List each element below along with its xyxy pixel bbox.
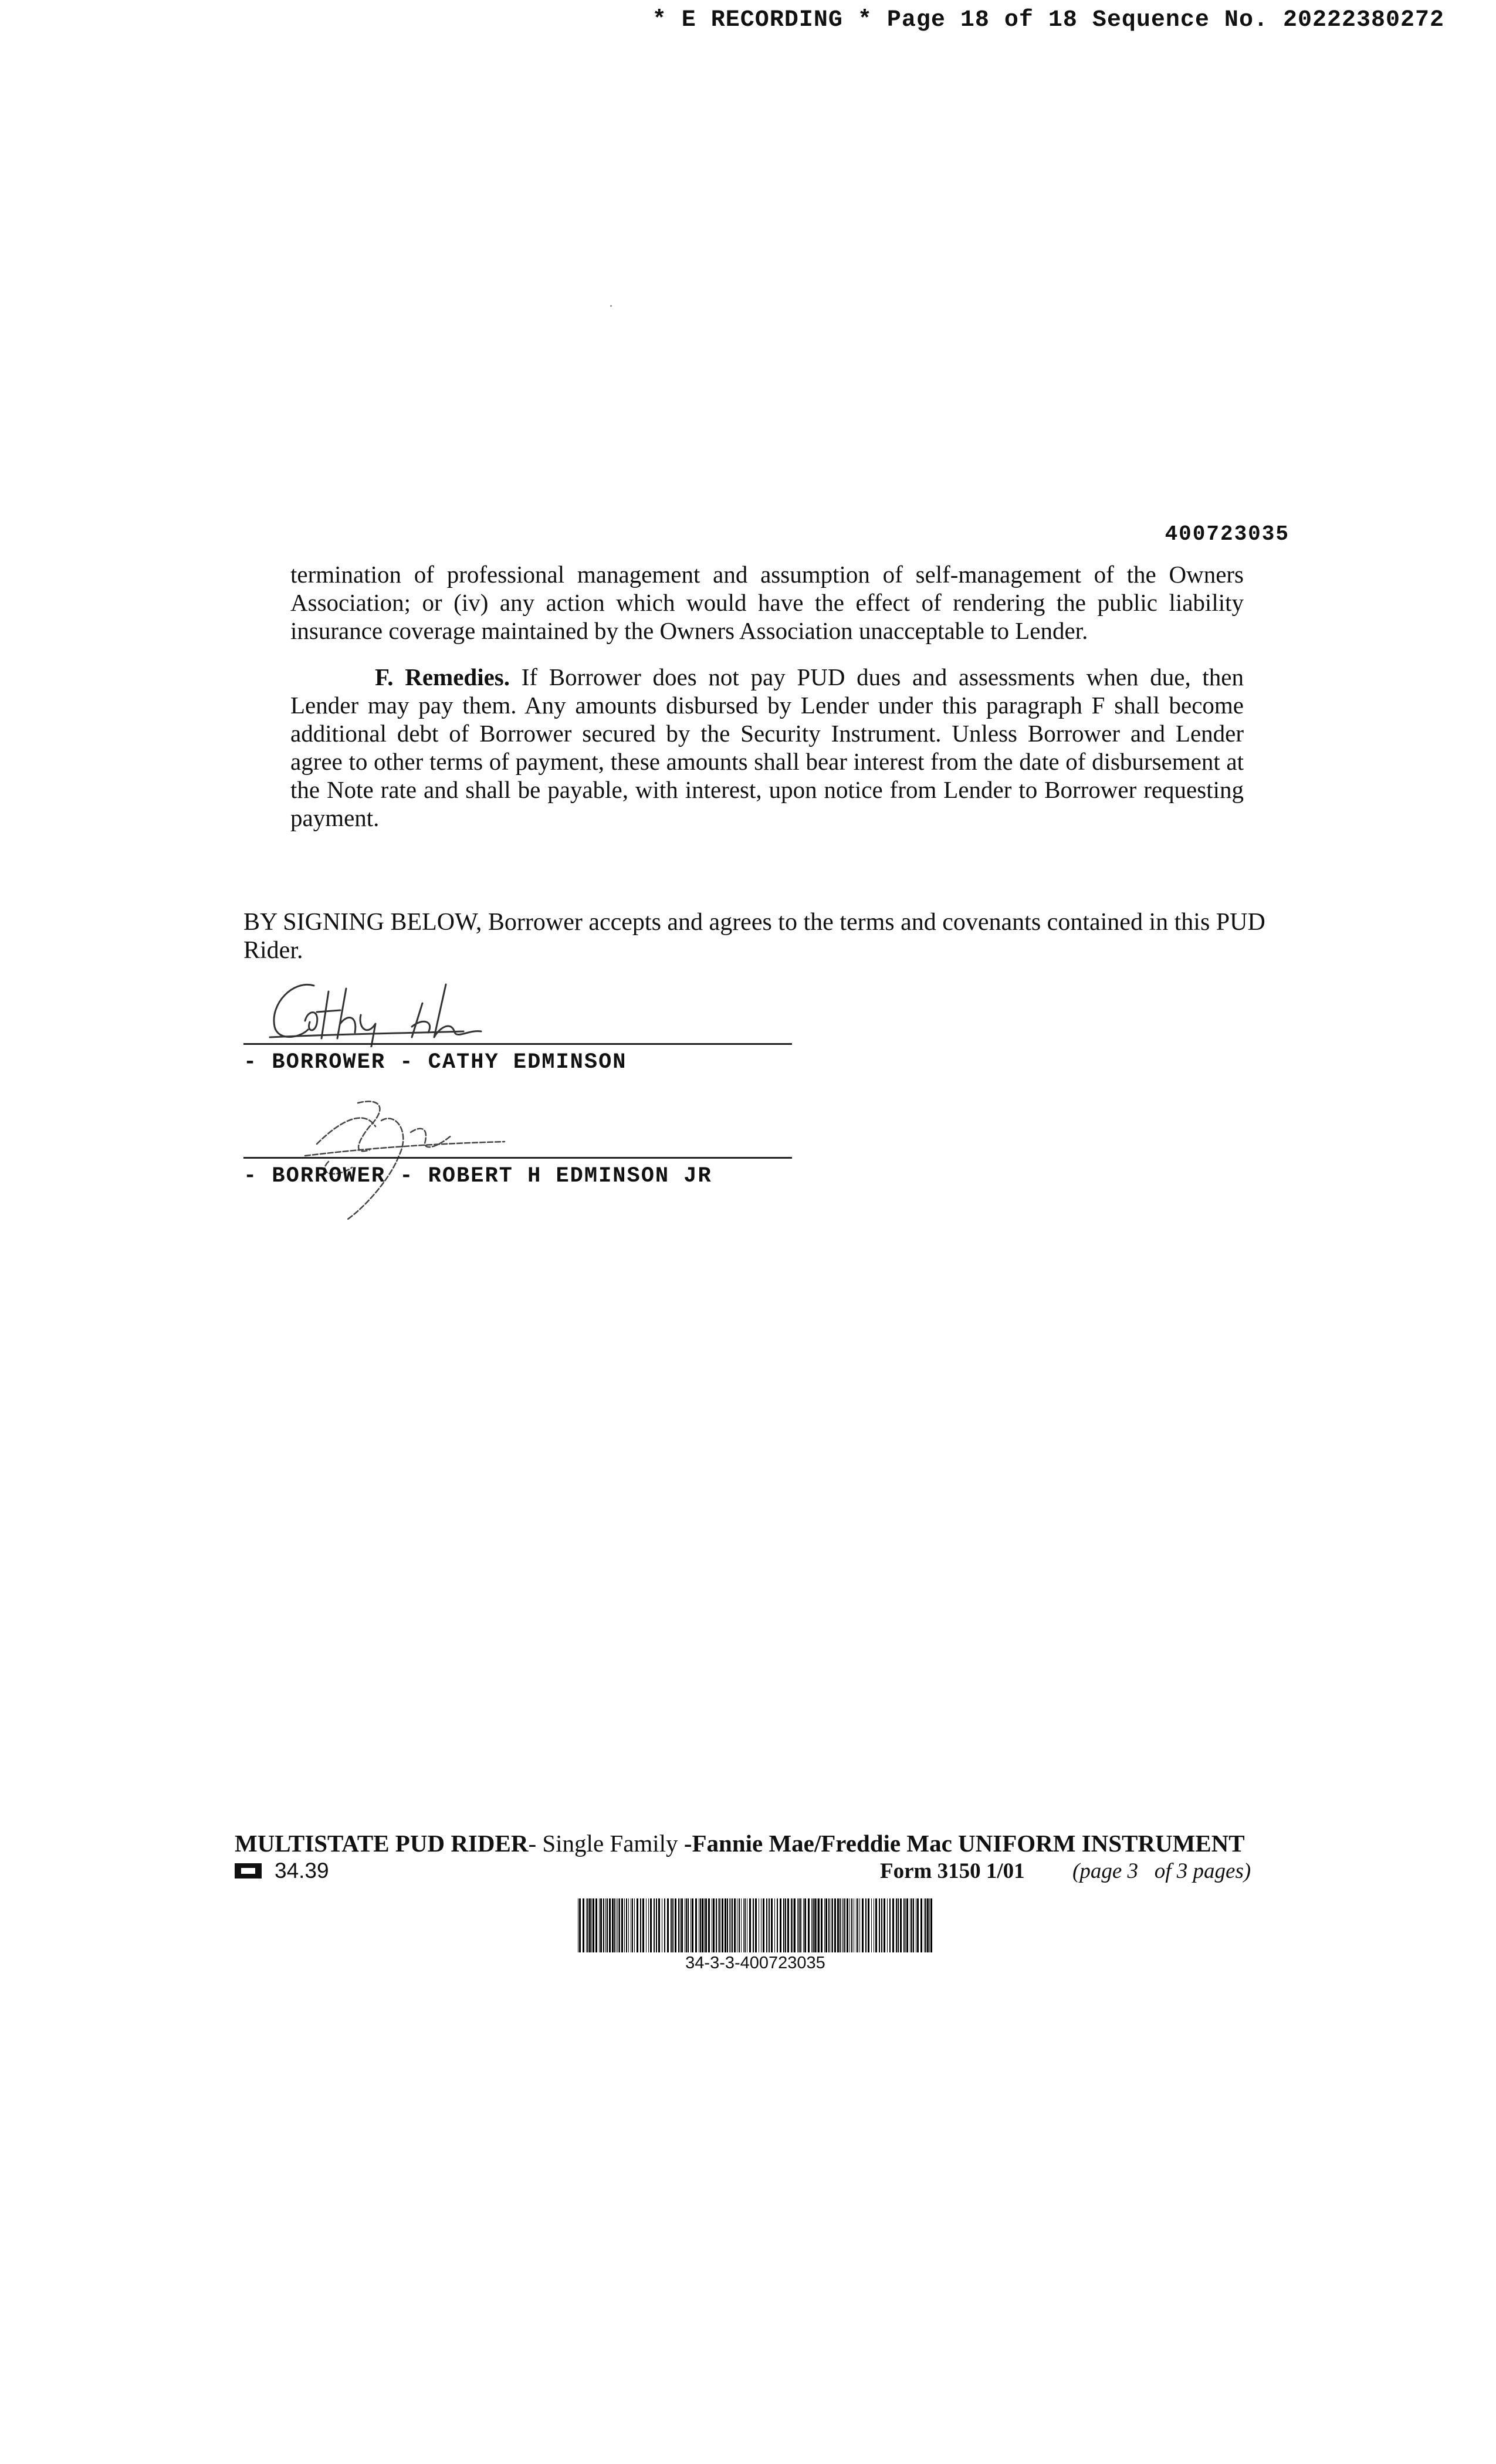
barcode-bar [626, 1898, 627, 1952]
barcode-bar [579, 1898, 581, 1952]
barcode-bar [771, 1898, 773, 1952]
barcode-bar [818, 1898, 820, 1952]
barcode-bar [871, 1898, 872, 1952]
barcode-bar [619, 1898, 620, 1952]
barcode-bar [692, 1898, 693, 1952]
form-title-part-1: MULTISTATE PUD RIDER [235, 1830, 529, 1857]
barcode-bar [739, 1898, 740, 1952]
barcode-bar [898, 1898, 899, 1952]
barcode-bar [734, 1898, 736, 1952]
barcode-bar [865, 1898, 867, 1952]
barcode-bar [811, 1898, 812, 1952]
barcode-bar [834, 1898, 836, 1952]
barcode-bar [884, 1898, 885, 1952]
barcode-bar [612, 1898, 614, 1952]
form-title [235, 1829, 1245, 1857]
paragraph-f-remedies [290, 663, 1244, 832]
barcode-bar [648, 1898, 649, 1952]
barcode-bar [857, 1898, 858, 1952]
barcode-bar [621, 1898, 623, 1952]
barcode-bar [785, 1898, 786, 1952]
barcode-bar [650, 1898, 652, 1952]
barcode-bar [593, 1898, 594, 1952]
barcode-bar [704, 1898, 705, 1952]
barcode-bar [803, 1898, 804, 1952]
barcode-bar [695, 1898, 697, 1952]
barcode-bar [587, 1898, 588, 1952]
barcode-bar [749, 1898, 751, 1952]
barcode-bar [927, 1898, 929, 1952]
barcode-bar [847, 1898, 848, 1952]
document-system-logo-icon [235, 1863, 262, 1879]
borrower-2-signature [293, 1085, 540, 1232]
barcode-bar [688, 1898, 689, 1952]
barcode-bar [930, 1898, 932, 1952]
barcode-bar [730, 1898, 731, 1952]
barcode-bar [777, 1898, 778, 1952]
barcode-bar [851, 1898, 852, 1952]
barcode-bar [887, 1898, 888, 1952]
barcode-bar [896, 1898, 897, 1952]
barcode-bar [791, 1898, 792, 1952]
barcode-bar [849, 1898, 850, 1952]
barcode-bar [727, 1898, 728, 1952]
barcode-bar [713, 1898, 715, 1952]
barcode-bar [903, 1898, 905, 1952]
paragraph-f-body: If Borrower does not pay PUD dues and assessments when due, then Lender may pay them. Any amounts disbursed by Lender under this paragraph F shall become additional debt of Borrower secured by the Security Instrument. Unless Borrower and Lender agree to other terms of payment, these amounts shall bear interest from the date of disbursement at the Note rate and shall be payable, with interest, upon notice from Lender to Borrower requesting payment. [290, 664, 1244, 831]
barcode-bar [808, 1898, 810, 1952]
barcode-bar [780, 1898, 781, 1952]
paragraph-e-text: termination of professional management and assumption of self-management of the Owners Association; or (iv) any action which would have the effect of rendering the public liability insurance coverage maintained by the Owners Association unacceptable to Lender. [290, 561, 1244, 644]
barcode-bar [774, 1898, 775, 1952]
barcode-bar [700, 1898, 701, 1952]
barcode-bar [924, 1898, 925, 1952]
barcode-bar [708, 1898, 710, 1952]
barcode-bar [905, 1898, 906, 1952]
barcode-bar [769, 1898, 770, 1952]
barcode-bar [929, 1898, 930, 1952]
barcode-bar [825, 1898, 827, 1952]
barcode-bar [917, 1898, 919, 1952]
barcode-bar [599, 1898, 600, 1952]
recording-header: * E RECORDING * Page 18 of 18 Sequence No. 20222380272 [652, 7, 1444, 33]
barcode-bar [906, 1898, 908, 1952]
form-footer-row [235, 1859, 1279, 1888]
barcode-bar [680, 1898, 681, 1952]
barcode-bar [705, 1898, 707, 1952]
barcode-bar [889, 1898, 891, 1952]
barcode-bar [892, 1898, 894, 1952]
barcode-bar [583, 1898, 584, 1952]
barcode-bar [600, 1898, 602, 1952]
barcode-bar [743, 1898, 744, 1952]
barcode-bar [828, 1898, 830, 1952]
barcode-bar [664, 1898, 665, 1952]
barcode-bar [624, 1898, 625, 1952]
barcode-bar [787, 1898, 789, 1952]
barcode-text: 34-3-3-400723035 [685, 1954, 825, 1972]
barcode-bar [586, 1898, 587, 1952]
barcode-bar [725, 1898, 726, 1952]
page-indicator: (page 3 of 3 pages) [1072, 1859, 1251, 1883]
borrower-2-signature-line [243, 1157, 792, 1159]
borrower-2-label: - BORROWER - ROBERT H EDMINSON JR [243, 1164, 712, 1189]
paragraph-f-heading: F. Remedies. [375, 664, 510, 691]
barcode-bar [729, 1898, 730, 1952]
borrower-1-signature [258, 968, 587, 1047]
barcode-bar [911, 1898, 912, 1952]
barcode-bar [766, 1898, 767, 1952]
barcode-bar [640, 1898, 641, 1952]
barcode-bar [722, 1898, 723, 1952]
barcode-bar [813, 1898, 814, 1952]
form-title-part-3: -Fannie Mae/Freddie Mac UNIFORM INSTRUMENT [683, 1830, 1245, 1857]
barcode-bar [681, 1898, 683, 1952]
barcode-bar [800, 1898, 801, 1952]
barcode-bar [609, 1898, 611, 1952]
barcode-bar [686, 1898, 687, 1952]
barcode-bar [844, 1898, 845, 1952]
barcode-bar [642, 1898, 644, 1952]
barcode-bar [603, 1898, 604, 1952]
barcode-bar [753, 1898, 754, 1952]
borrower-1-label: - BORROWER - CATHY EDMINSON [243, 1050, 627, 1075]
barcode-bar [875, 1898, 877, 1952]
barcode-bar [879, 1898, 880, 1952]
barcode-bar [716, 1898, 717, 1952]
barcode-bar [794, 1898, 796, 1952]
barcode-bar [718, 1898, 719, 1952]
barcode-bar [675, 1898, 676, 1952]
barcode-bar [607, 1898, 608, 1952]
barcode-bar [843, 1898, 844, 1952]
barcode-bar [702, 1898, 703, 1952]
barcode-bar [589, 1898, 591, 1952]
barcode-bar [783, 1898, 784, 1952]
barcode-bar [798, 1898, 800, 1952]
barcode-bar [678, 1898, 679, 1952]
barcode-bar [856, 1898, 857, 1952]
barcode-bar [797, 1898, 798, 1952]
form-number: Form 3150 1/01 [880, 1859, 1025, 1883]
borrower-1-signature-line [243, 1043, 792, 1045]
barcode-bar [832, 1898, 833, 1952]
paragraph-e-continuation [290, 560, 1244, 645]
barcode-bar [741, 1898, 742, 1952]
barcode-bar [814, 1898, 816, 1952]
barcode-bar [667, 1898, 669, 1952]
scan-speck [610, 305, 612, 307]
barcode-bar [719, 1898, 720, 1952]
barcode-bar [862, 1898, 864, 1952]
signing-statement: BY SIGNING BELOW, Borrower accepts and agrees to the terms and covenants contained in this PUD Rider. [243, 909, 1265, 964]
form-title-part-2: - Single Family [528, 1830, 684, 1857]
loan-number: 400723035 [1165, 522, 1289, 546]
form-code: 34.39 [275, 1859, 329, 1883]
barcode-bar [632, 1898, 633, 1952]
barcode-bar [821, 1898, 823, 1952]
barcode-bar [840, 1898, 841, 1952]
barcode-bar [628, 1898, 629, 1952]
barcode-bar [859, 1898, 860, 1952]
barcode-bar [595, 1898, 597, 1952]
barcode-bar [744, 1898, 746, 1952]
barcode-bar [591, 1898, 592, 1952]
barcode-bar [900, 1898, 902, 1952]
barcode-bar [656, 1898, 657, 1952]
barcode-bar [637, 1898, 638, 1952]
barcode-bar [658, 1898, 660, 1952]
barcode-bar [755, 1898, 757, 1952]
barcode-bar [605, 1898, 606, 1952]
barcode-bar [868, 1898, 869, 1952]
paragraph-f-text [290, 663, 1244, 832]
barcode-bar [654, 1898, 655, 1952]
barcode-bar [732, 1898, 733, 1952]
barcode-bar [614, 1898, 615, 1952]
barcode-bar [837, 1898, 839, 1952]
barcode-bar [646, 1898, 647, 1952]
barcode-bar [634, 1898, 635, 1952]
barcode-bar [672, 1898, 673, 1952]
barcode-bar [804, 1898, 806, 1952]
barcode-bar [920, 1898, 922, 1952]
barcode-bar [824, 1898, 825, 1952]
barcode [578, 1898, 933, 1952]
barcode-bar [913, 1898, 914, 1952]
barcode-bar [763, 1898, 764, 1952]
barcode-bar [881, 1898, 882, 1952]
barcode-bar [671, 1898, 672, 1952]
barcode-bar [910, 1898, 911, 1952]
barcode-bar [925, 1898, 926, 1952]
